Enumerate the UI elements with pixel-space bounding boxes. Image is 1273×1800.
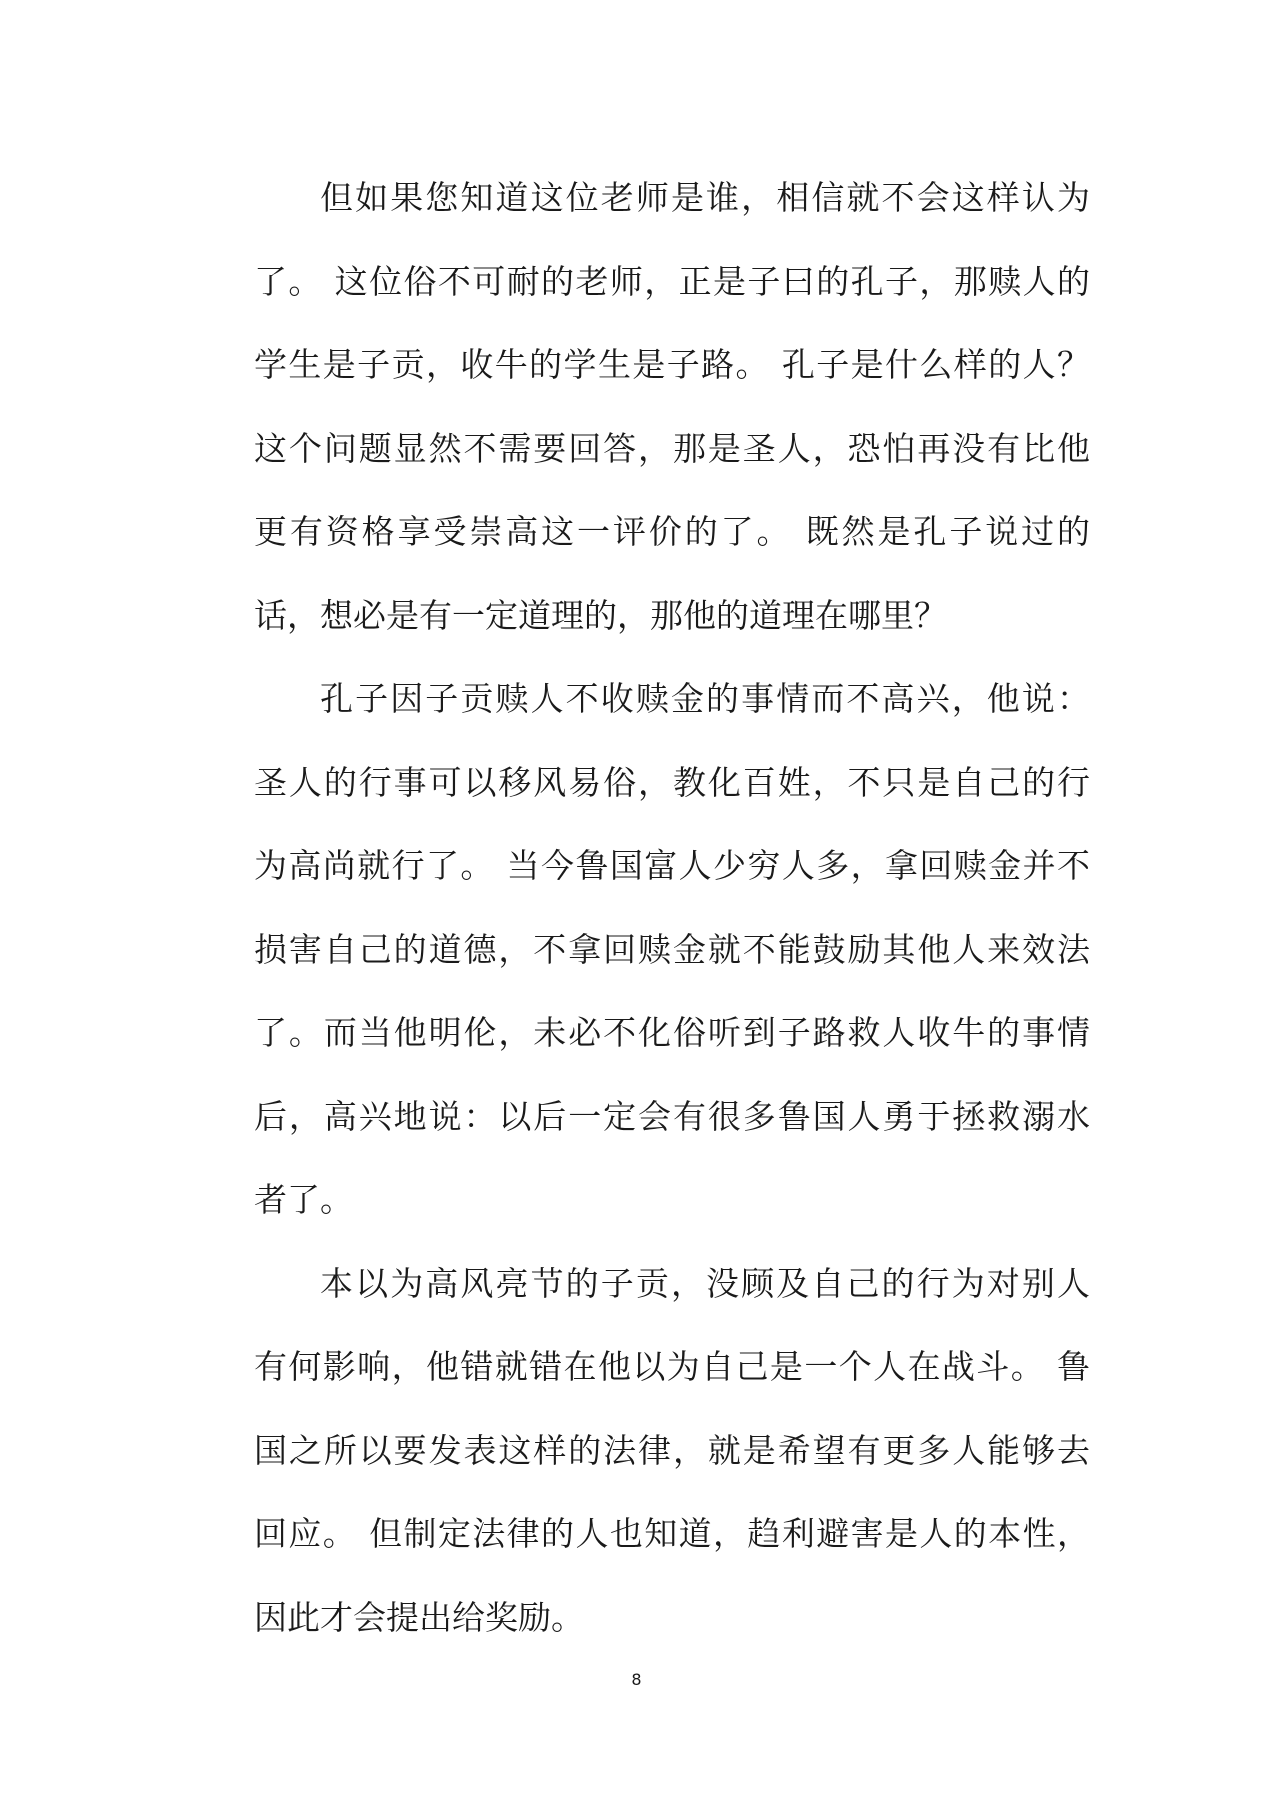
text-line: 因此才会提出给奖励。 [254, 1597, 584, 1637]
text-line: 了。而当他明伦，未必不化俗听到子路救人收牛的事情 [254, 1013, 1090, 1052]
text-line: 圣人的行事可以移风易俗，教化百姓，不只是自己的行 [254, 762, 1090, 802]
text-line: 孔子因子贡赎人不收赎金的事情而不高兴，他说： [320, 679, 1090, 718]
text-line: 更有资格享受崇高这一评价的了。 既然是孔子说过的 [254, 512, 1090, 551]
text-line: 但如果您知道这位老师是谁，相信就不会这样认为 [320, 178, 1090, 217]
text-line: 后，高兴地说：以后一定会有很多鲁国人勇于拯救溺水 [254, 1096, 1090, 1136]
text-line: 为高尚就行了。 当今鲁国富人少穷人多，拿回赎金并不 [254, 846, 1090, 885]
page-number: 8 [631, 1670, 642, 1689]
text-line: 学生是子贡，收牛的学生是子路。 孔子是什么样的人？ [254, 345, 1090, 384]
text-line: 国之所以要发表这样的法律，就是希望有更多人能够去 [254, 1430, 1090, 1470]
text-line: 损害自己的道德，不拿回赎金就不能鼓励其他人来效法 [254, 929, 1090, 969]
text-line: 有何影响，他错就错在他以为自己是一个人在战斗。 鲁 [254, 1347, 1090, 1386]
text-line: 回应。 但制定法律的人也知道，趋利避害是人的本性， [254, 1514, 1090, 1553]
text-line: 话，想必是有一定道理的，那他的道理在哪里？ [254, 595, 947, 635]
body-text [254, 156, 1090, 1659]
text-line: 这个问题显然不需要回答，那是圣人，恐怕再没有比他 [254, 428, 1090, 468]
text-line: 本以为高风亮节的子贡，没顾及自己的行为对别人 [320, 1263, 1090, 1303]
text-line: 了。 这位俗不可耐的老师，正是子曰的孔子，那赎人的 [254, 261, 1090, 301]
text-line: 者了。 [254, 1180, 353, 1219]
